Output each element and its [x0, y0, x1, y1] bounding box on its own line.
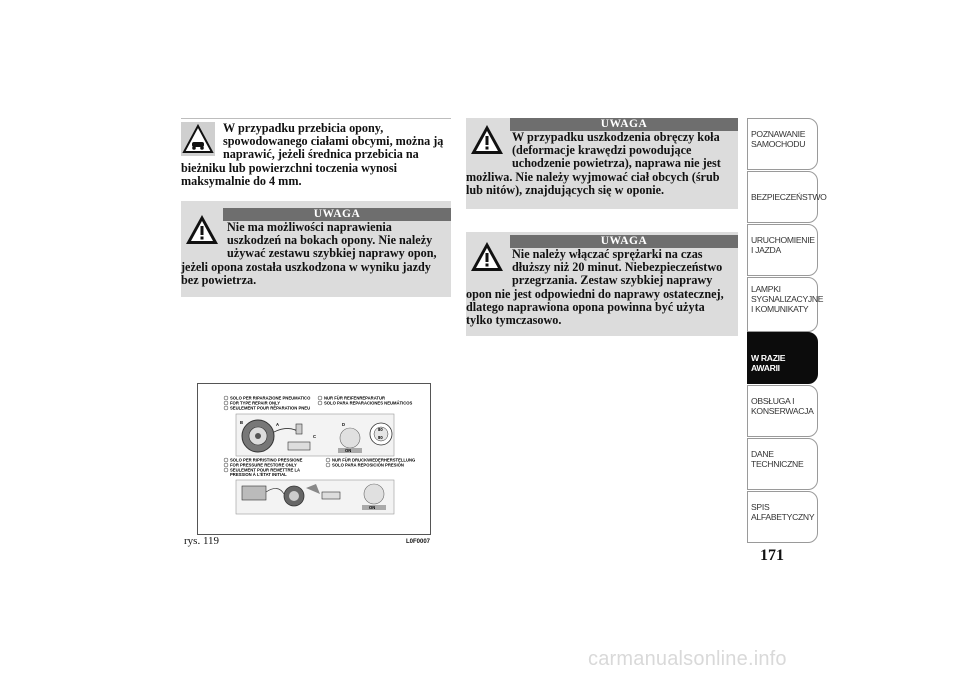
- watermark-text: carmanualsonline.info: [588, 648, 787, 670]
- label-it-repair: SOLO PER RIPARAZIONE PNEUMATICO: [230, 395, 311, 401]
- warning-box-sidewall: [181, 201, 451, 297]
- warning-text: W przypadku uszkodzenia obręczy koła (deformacje krawędzi powodujące uchodzenie powietrza), naprawa nie jest możliwa. Nie należy wyjmować ciał obcych (śrub lub nitów), znajdujących się w oponie.: [466, 130, 721, 197]
- tab-uruchomienie-i-jazda[interactable]: URUCHOMIENIE I JAZDA: [747, 224, 818, 276]
- label-b: B: [240, 420, 244, 425]
- tab-w-razie-awarii[interactable]: W RAZIE AWARII: [747, 332, 818, 384]
- tab-dane-techniczne[interactable]: DANE TECHNICZNE: [747, 438, 818, 490]
- label-en-repair: FOR TYPE REPAIR ONLY: [230, 400, 281, 406]
- page-number: 171: [760, 547, 784, 564]
- warning-triangle-icon: [470, 240, 504, 274]
- dial-bottom-value: 80: [378, 435, 383, 440]
- warning-box-compressor: [466, 232, 738, 336]
- tab-lampki-sygnalizacyjne[interactable]: LAMPKI SYGNALIZACYJNE I KOMUNIKATY: [747, 277, 818, 332]
- label-de-pressure: NUR FÜR DRUCKWIEDERHERSTELLUNG: [332, 457, 416, 463]
- tab-poznawanie-samochodu[interactable]: POZNAWANIE SAMOCHODU: [747, 118, 818, 170]
- top-rule-left: [181, 118, 451, 119]
- dial-top-value: 80: [378, 427, 383, 432]
- warning-box-rim: [466, 118, 738, 209]
- warning-text: Nie ma możliwości naprawienia uszkodzeń na bokach opony. Nie należy używać zestawu szybkiej naprawy opon, jeżeli opona została uszkodzona w wyniku jazdy bez powietrza.: [181, 220, 437, 287]
- figure-code: L0F0007: [406, 539, 431, 545]
- label-fr-pressure: SEULEMENT POUR REMETTRE LA: [230, 467, 301, 473]
- tyre-puncture-note: [181, 122, 451, 188]
- label-de-repair: NUR FÜR REIFENREPARATUR: [324, 395, 386, 401]
- warning-triangle-icon: [185, 213, 219, 247]
- car-tyre-note-icon: [181, 122, 215, 156]
- warning-triangle-icon: [470, 123, 504, 157]
- label-es-repair: SOLO PARA REPARACIONES NEUMÁTICOS: [324, 400, 413, 406]
- label-fr-repair: SEULEMENT POUR RÉPARATION PNEU: [230, 405, 311, 411]
- label-d: D: [342, 422, 346, 427]
- warning-header: UWAGA: [223, 208, 451, 221]
- label-fr-pressure-2: PRESSION À L'ÉTAT INITIAL: [230, 472, 287, 477]
- warning-header: UWAGA: [510, 118, 738, 131]
- tab-obsluga-i-konserwacja[interactable]: OBSŁUGA I KONSERWACJA: [747, 385, 818, 437]
- figure-caption: rys. 119: [184, 535, 220, 547]
- label-on-bottom: ON: [369, 505, 376, 510]
- note-text: W przypadku przebicia opony, spowodowanego ciałami obcymi, można ją naprawić, jeżeli średnica przebicia na bieżniku lub powierzchni toczenia wynosi maksymalnie do 4 mm.: [181, 121, 444, 188]
- tab-bezpieczenstwo[interactable]: BEZPIECZEŃSTWO: [747, 171, 818, 223]
- label-c: C: [313, 434, 317, 439]
- label-on-top: ON: [345, 448, 352, 453]
- warning-header: UWAGA: [510, 235, 738, 248]
- repair-kit-label-figure: [197, 383, 431, 535]
- label-a: A: [276, 422, 280, 427]
- label-it-pressure: SOLO PER RIPRISTINO PRESSIONE: [230, 457, 303, 463]
- repair-kit-illustration: [198, 384, 430, 534]
- warning-text: Nie należy włączać sprężarki na czas dłuższy niż 20 minut. Niebezpieczeństwo przegrzania. Zestaw szybkiej naprawy opon nie jest odpowiedni do naprawy ostatecznej, dlatego naprawiona opona powinna być użyta tylko tymczasowo.: [466, 247, 724, 328]
- tab-spis-alfabetyczny[interactable]: SPIS ALFABETYCZNY: [747, 491, 818, 543]
- label-es-pressure: SOLO PARA REPOSICIÓN PRESIÓN: [332, 462, 404, 468]
- label-en-pressure: FOR PRESSURE RESTORE ONLY: [230, 462, 297, 468]
